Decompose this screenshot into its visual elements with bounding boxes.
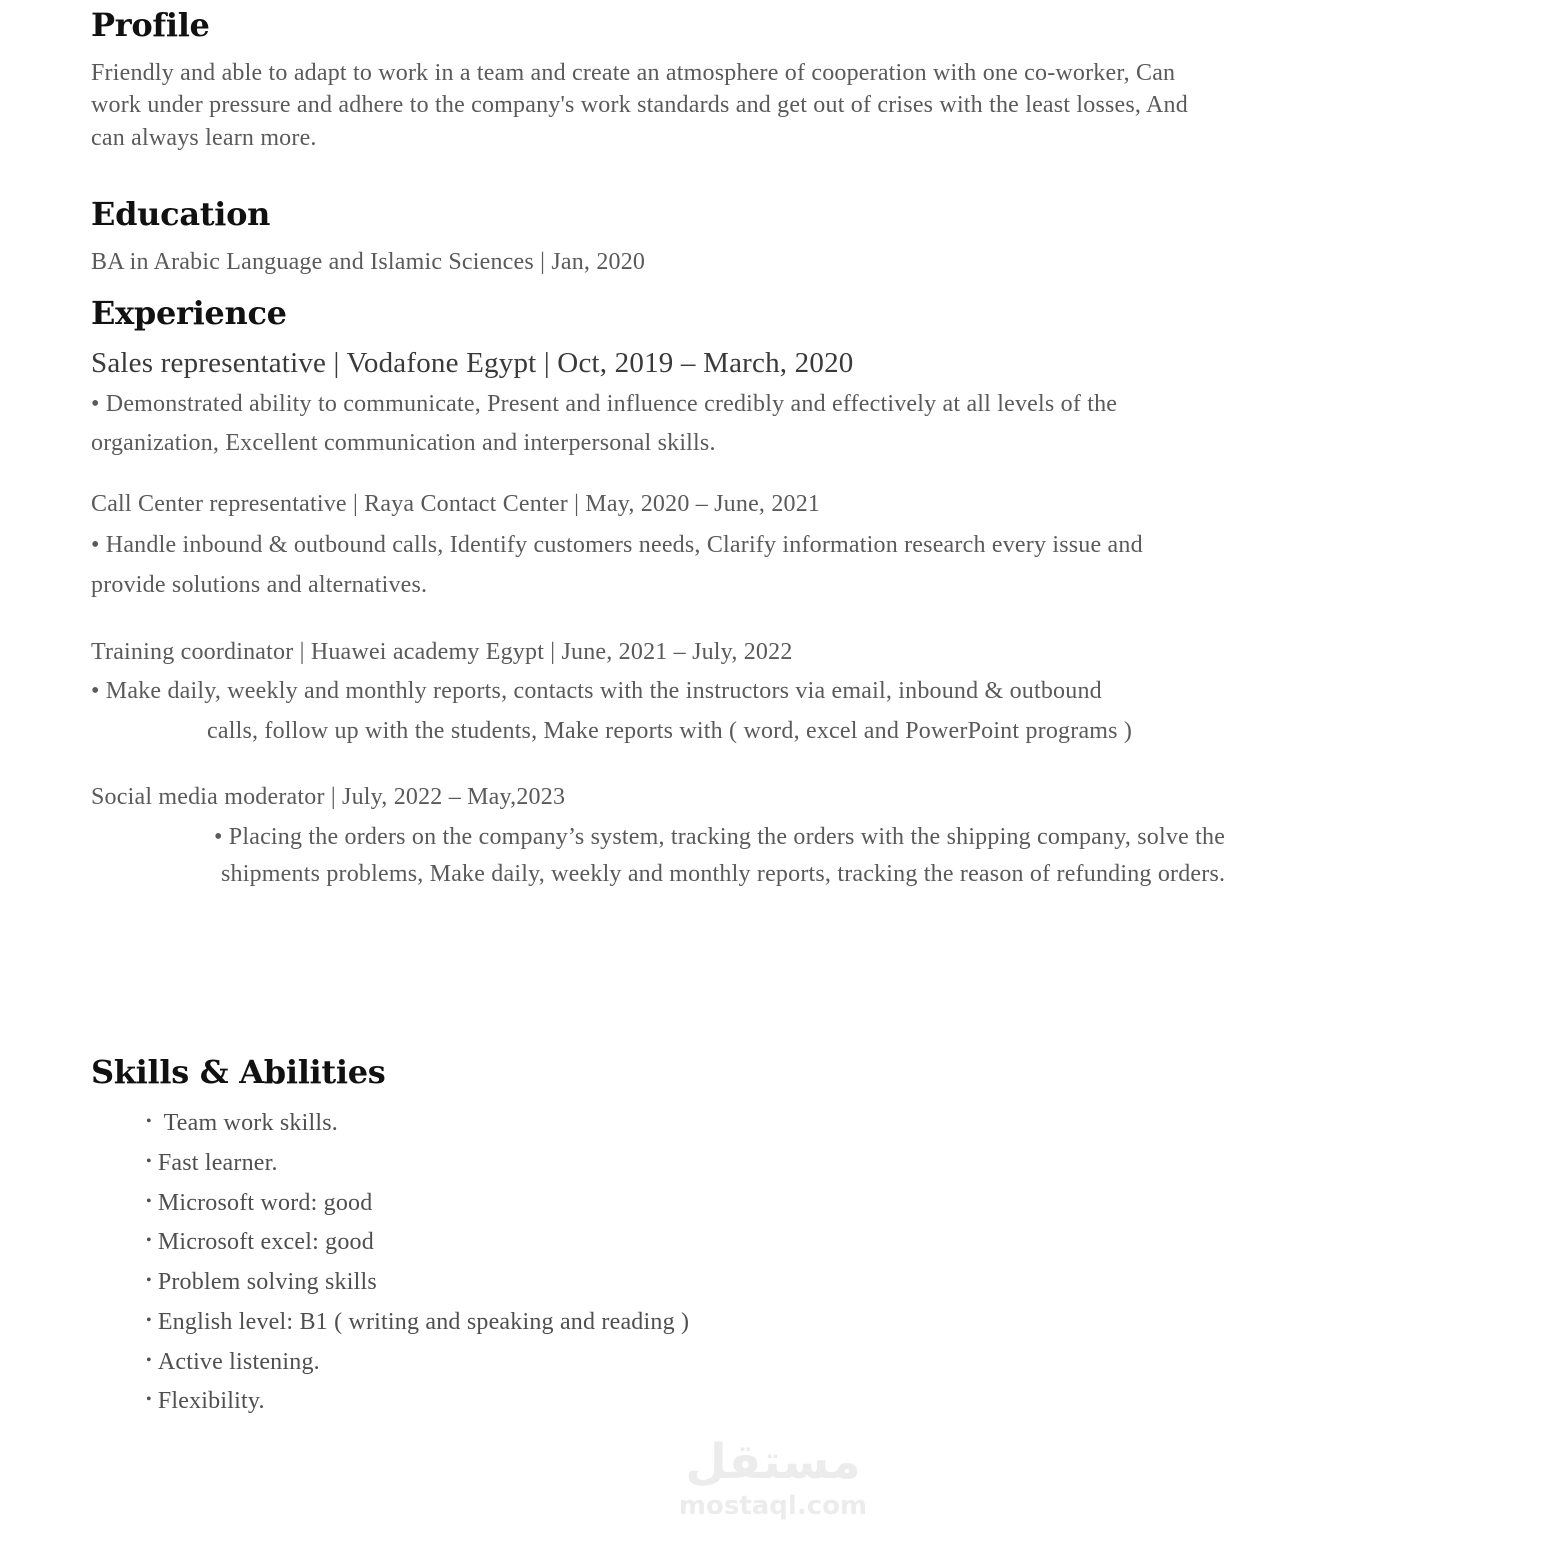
bullet-icon: • — [146, 1232, 152, 1249]
job-desc-line: provide solutions and alternatives. — [91, 572, 428, 598]
bullet-icon: • — [146, 1312, 152, 1329]
bullet-icon: • — [146, 1352, 152, 1369]
job-desc-line: organization, Excellent communication and interpersonal skills. — [91, 430, 716, 456]
job-desc-line: • Make daily, weekly and monthly reports, contacts with the instructors via email, inbound & outbound — [91, 678, 1102, 704]
list-item — [146, 1388, 265, 1415]
list-item — [146, 1110, 338, 1137]
list-item — [146, 1309, 689, 1336]
job-desc-line: • Demonstrated ability to communicate, Present and influence credibly and effectively at all levels of the — [91, 391, 1118, 417]
bullet-icon: • — [146, 1113, 152, 1130]
job-title: Social media moderator | July, 2022 – May,2023 — [91, 784, 566, 810]
bullet-icon: • — [146, 1193, 152, 1210]
profile-line-3: can always learn more. — [91, 125, 317, 151]
job-title: Training coordinator | Huawei academy Egypt | June, 2021 – July, 2022 — [91, 639, 793, 665]
skill-label: Microsoft word: good — [157, 1190, 373, 1216]
profile-heading: Profile — [91, 6, 210, 44]
list-item — [146, 1269, 377, 1296]
job-desc-line: shipments problems, Make daily, weekly and monthly reports, tracking the reason of refunding orders. — [221, 861, 1226, 887]
skill-label: Problem solving skills — [157, 1269, 377, 1295]
job-title: Sales representative | Vodafone Egypt | Oct, 2019 – March, 2020 — [91, 347, 854, 379]
list-item — [146, 1349, 320, 1376]
list-item — [146, 1150, 278, 1177]
skill-label: English level: B1 ( writing and speaking and reading ) — [157, 1309, 690, 1335]
job-desc-line: • Placing the orders on the company’s system, tracking the orders with the shipping company, solve the — [214, 824, 1226, 850]
list-item — [146, 1229, 374, 1256]
svg-text:مستقل: مستقل — [685, 1434, 861, 1490]
education-entry: BA in Arabic Language and Islamic Sciences | Jan, 2020 — [91, 249, 646, 275]
job-desc-line: calls, follow up with the students, Make reports with ( word, excel and PowerPoint programs ) — [207, 718, 1133, 744]
profile-line-2: work under pressure and adhere to the company's work standards and get out of crises with the least losses, And — [91, 92, 1188, 118]
bullet-icon: • — [146, 1391, 152, 1408]
experience-heading: Experience — [91, 294, 287, 332]
profile-line-1: Friendly and able to adapt to work in a team and create an atmosphere of cooperation with one co-worker, Can — [91, 60, 1176, 86]
skill-label: Team work skills. — [157, 1110, 338, 1136]
skill-label: Active listening. — [157, 1349, 320, 1375]
skills-heading: Skills & Abilities — [91, 1053, 386, 1091]
list-item — [146, 1190, 372, 1217]
mostaql-watermark-logo — [678, 1428, 868, 1524]
svg-text:mostaql.com: mostaql.com — [678, 1491, 868, 1521]
bullet-icon: • — [146, 1272, 152, 1289]
skill-label: Microsoft excel: good — [157, 1229, 374, 1255]
skill-label: Flexibility. — [157, 1388, 265, 1414]
job-desc-line: • Handle inbound & outbound calls, Identify customers needs, Clarify information research every issue and — [91, 532, 1143, 558]
education-heading: Education — [91, 195, 271, 233]
skill-label: Fast learner. — [157, 1150, 278, 1176]
bullet-icon: • — [146, 1153, 152, 1170]
job-title: Call Center representative | Raya Contact Center | May, 2020 – June, 2021 — [91, 491, 821, 517]
